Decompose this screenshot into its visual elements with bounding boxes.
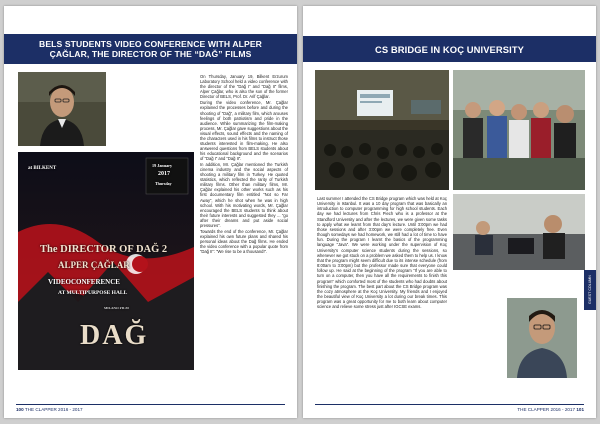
- poster-school: at BILKENT: [28, 166, 57, 171]
- group-photo-illustration: [453, 70, 585, 190]
- poster-event: VIDEOCONFERENCE: [48, 278, 120, 286]
- right-page: [303, 6, 596, 418]
- poster-film-title: DAĞ: [80, 320, 149, 351]
- right-paragraph: Last summer I attended the CS Bridge program which was held at Koç University in Istanbul. It was a 10 day program that was basically an introduction to computer programming for high school students. Each day we had lectures from Chris Piech who is a professor at the Standford University and after the lectures, we were given some tasks to apply what we learnt from that day's lecture. Until 3:00pm we had those sessions and after 3:00pm we were completely free. Even though somedays we had homework, we still had a lot of time to have fun. During the program I learnt the basics of the programming language “Java”. We were working under the supervision of Koç University's computer science students during the sessions, so whenever we got stuck on a problem we asked them to help us. I know that the program might seem difficult due to its intense schedule (from 8:00am to 3:00pm) but the professor made sure that everyone could follow up. He said at the beginning of the program “If you are able to turn on a computer, then you have all the requirements to finish this program” which comforted most of the students who had doubts about finishing the program. The best part about the CS Bridge program was the cozy atmosphere at the Koç University. My friends and I enjoyed the beautiful view of Koç University a lot during our break times. This program was a great opportunity for me to both learn about computer science and relieve some stress just after IGCSE exams.: [317, 196, 447, 310]
- right-article-text: [317, 196, 447, 311]
- left-page-number: 100: [16, 407, 24, 412]
- poster-date-2: 2017: [158, 171, 170, 177]
- left-title-line-2: ÇAĞLAR, THE DIRECTOR OF THE “DAĞ” FILMS: [49, 49, 252, 59]
- left-footer: [16, 407, 83, 412]
- poster-name: ALPER ÇAĞLAR: [58, 260, 130, 270]
- left-article-text: [200, 74, 288, 255]
- right-page-number: 101: [576, 407, 584, 412]
- left-page: [4, 6, 297, 418]
- lecture-hall-photo: [315, 70, 449, 190]
- left-footer-rule: [16, 404, 285, 405]
- portrait-illustration: [18, 72, 106, 146]
- director-portrait-photo: [18, 72, 106, 146]
- left-title-line-1: BELS STUDENTS VIDEO CONFERENCE WITH ALPER: [39, 39, 262, 49]
- right-footer: [517, 407, 584, 412]
- lecture-hall-illustration: [315, 70, 449, 190]
- right-page-title-banner: [303, 36, 596, 62]
- guest-column-label: GUEST COLUMN: [588, 275, 592, 305]
- classroom-illustration: [453, 194, 585, 270]
- event-poster: [18, 152, 194, 370]
- guest-column-tab: [584, 270, 596, 310]
- left-paragraph: In addition, Mr. Çağlar mentioned the Turkish cinema industry and the social aspects of shooting a military film in Turkey. He quoted statistics, which reflected the rarity of Turkish military films. Other than military films, Mr. Çağlar explained his other works such as his first documentary film entitled “Not so Far Away”, which he shot when he was in high school. With his motivating words, Mr. Çağlar encouraged the BELS students to think about their future interests and suggested they ... “go after their dreams and put aside social pressures”.: [200, 162, 288, 228]
- left-footer-text: THE CLAPPER 2016 - 2017: [24, 407, 83, 412]
- poster-headline: The DIRECTOR OF DAĞ 2: [40, 244, 168, 255]
- left-paragraph: Towards the end of the conference, Mr. Çağlar explained his own future plans and shared his personal ideas about the Dağ films. He ended the video conference with a popular quote from “Dağ II”: “We rise to be a thousand!”.: [200, 228, 288, 255]
- classroom-photo: [453, 194, 585, 270]
- left-page-title-banner: [4, 34, 297, 64]
- right-footer-text: THE CLAPPER 2016 - 2017: [517, 407, 576, 412]
- student-portrait-photo: [507, 298, 577, 378]
- poster-date-3: Thursday: [155, 181, 172, 186]
- poster-studio: MILANO FILM: [104, 306, 129, 310]
- right-page-title: CS BRIDGE IN KOÇ UNIVERSITY: [374, 43, 525, 55]
- left-paragraph: On Thursday, January 19, Bilkent Erzurum Laboratory School held a video conference with the director of the “Dağ I” and “Dağ II” films, Alper Çağlar, who is also the son of the former Director of BELS, Prof. Dr. Arif Çağlar.: [200, 74, 288, 100]
- student-portrait-illustration: [507, 298, 577, 378]
- poster-venue: AT MULTIPURPOSE HALL: [58, 290, 128, 296]
- left-paragraph: During the video conference, Mr. Çağlar explained the processes before and during the shooting of “Dağ”, a military film, which arouses feelings of both patriotism and pride in the audience. While summarizing the film-making process, Mr. Çağlar gave suggestions about the visual effects, sound effects and the naming of the characters used in his films to instruct those students interested in film-making. He also answered questions from BELS students about his educational background and the scenarios of “Dağ I” and “Dağ II”.: [200, 100, 288, 161]
- group-photo-students: [453, 70, 585, 190]
- right-footer-rule: [315, 404, 584, 405]
- poster-date-1: 19 January: [152, 163, 173, 168]
